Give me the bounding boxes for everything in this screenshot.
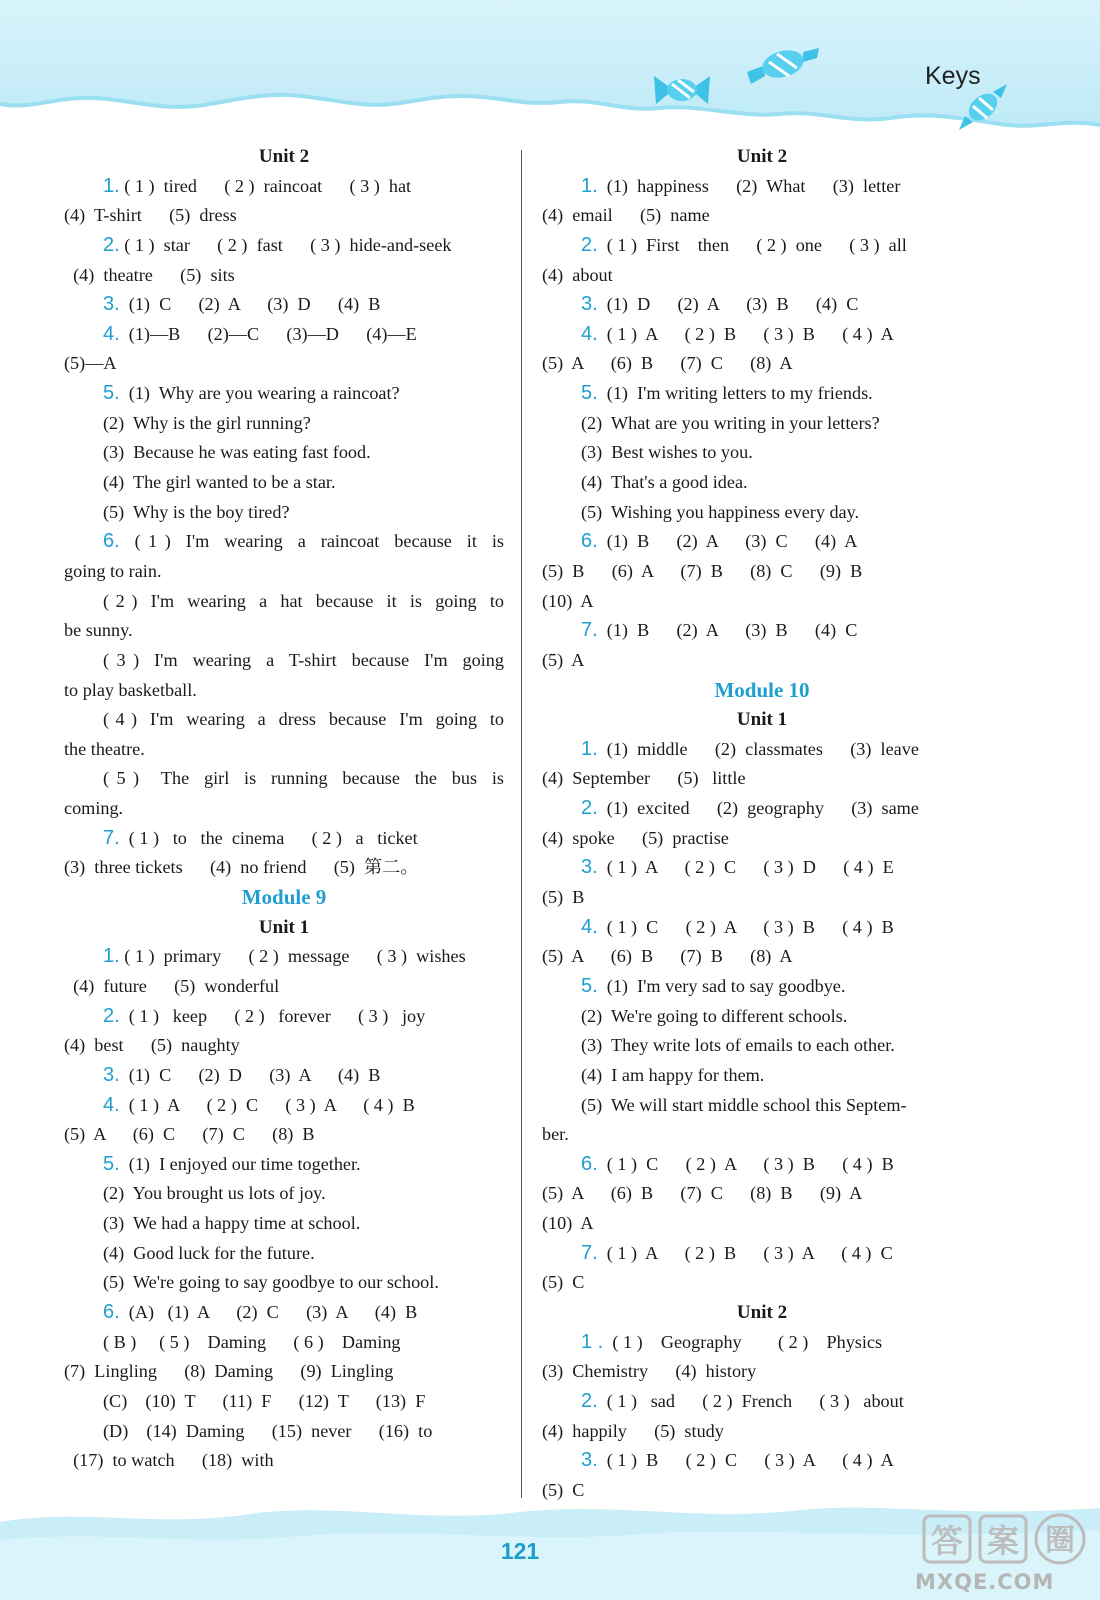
question-number: 3. xyxy=(581,1449,598,1472)
answer-line xyxy=(64,1179,504,1209)
answer-line xyxy=(64,1298,504,1328)
answer-line xyxy=(64,735,504,765)
answer-text: ( 3 ) I'm wearing a T-shirt because I'm going xyxy=(103,649,504,670)
unit-heading xyxy=(64,913,504,943)
answer-text: (A) (1) A (2) C (3) A (4) B xyxy=(119,1301,418,1322)
answer-line xyxy=(542,1357,982,1387)
answer-line xyxy=(64,1002,504,1032)
question-number: 5. xyxy=(581,974,598,997)
answer-line xyxy=(64,1120,504,1150)
answer-text: (4) Good luck for the future. xyxy=(103,1242,315,1263)
question-number: 4. xyxy=(581,915,598,938)
answer-text: (4) theatre (5) sits xyxy=(64,264,235,285)
answer-line xyxy=(542,261,982,291)
answer-text: (2) We're going to different schools. xyxy=(581,1005,848,1026)
answer-text: (5) B (6) A (7) B (8) C (9) B xyxy=(542,560,863,581)
answer-text: the theatre. xyxy=(64,738,145,759)
answer-text: ( 1 ) to the cinema ( 2 ) a ticket xyxy=(119,827,418,848)
answer-text: ( 1 ) I'm wearing a raincoat because it is xyxy=(119,531,504,552)
answer-line xyxy=(64,1091,504,1121)
watermark-logo xyxy=(920,1510,1090,1570)
unit-heading xyxy=(542,705,982,735)
module-heading xyxy=(64,883,504,913)
question-number: 6. xyxy=(103,530,120,553)
answer-text: ( 1 ) primary ( 2 ) message ( 3 ) wishes xyxy=(119,946,466,967)
right-answer-column xyxy=(542,142,982,1505)
answer-line xyxy=(542,1268,982,1298)
answer-line xyxy=(64,1417,504,1447)
answer-text: (1) happiness (2) What (3) letter xyxy=(597,175,901,196)
answer-line xyxy=(542,1031,982,1061)
answer-text: Unit 2 xyxy=(736,146,788,167)
answer-line xyxy=(542,853,982,883)
answer-text: (5) We're going to say goodbye to our school. xyxy=(103,1272,439,1293)
answer-line xyxy=(64,290,504,320)
answer-text: (2) You brought us lots of joy. xyxy=(103,1183,326,1204)
header-keys-label: Keys xyxy=(925,62,981,90)
answer-text: Unit 1 xyxy=(736,709,788,731)
answer-line xyxy=(64,1268,504,1298)
question-number: 3. xyxy=(103,1063,120,1086)
answer-text: (1) excited (2) geography (3) same xyxy=(597,798,919,819)
answer-text: ( 1 ) A ( 2 ) C ( 3 ) A ( 4 ) B xyxy=(119,1094,415,1115)
answer-text: (4) email (5) name xyxy=(542,205,710,226)
answer-text: (1) I'm very sad to say goodbye. xyxy=(597,975,846,996)
answer-line xyxy=(64,231,504,261)
answer-line xyxy=(64,1061,504,1091)
svg-text:圈: 圈 xyxy=(1045,1523,1075,1558)
answer-text: (4) That's a good idea. xyxy=(581,472,748,493)
answer-line xyxy=(542,1179,982,1209)
answer-text: Module 10 xyxy=(714,677,810,702)
question-number: 2. xyxy=(581,233,598,256)
question-number: 2. xyxy=(581,797,598,820)
answer-line xyxy=(542,824,982,854)
answer-line xyxy=(64,1446,504,1476)
answer-text: (5) A xyxy=(542,649,585,670)
candy-icon-1 xyxy=(652,72,712,108)
answer-text: (C) (10) T (11) F (12) T (13) F xyxy=(103,1390,426,1411)
answer-text: Unit 2 xyxy=(258,146,310,167)
answer-text: ( 1 ) tired ( 2 ) raincoat ( 3 ) hat xyxy=(119,175,412,196)
answer-text: (4) about xyxy=(542,264,613,285)
answer-line xyxy=(64,379,504,409)
answer-line xyxy=(542,438,982,468)
candy-icon-2 xyxy=(745,42,821,86)
answer-line xyxy=(542,794,982,824)
answer-text: (7) Lingling (8) Daming (9) Lingling xyxy=(64,1361,394,1382)
question-number: 1. xyxy=(103,945,120,968)
answer-line xyxy=(64,172,504,202)
answer-line xyxy=(64,201,504,231)
svg-text:案: 案 xyxy=(986,1522,1020,1560)
answer-line xyxy=(542,883,982,913)
question-number: 5. xyxy=(103,382,120,405)
answer-line xyxy=(542,1209,982,1239)
answer-text: coming. xyxy=(64,798,124,819)
question-number: 1. xyxy=(581,737,598,760)
answer-text: ( B ) ( 5 ) Daming ( 6 ) Daming xyxy=(103,1331,401,1352)
column-divider xyxy=(521,150,522,1498)
answer-text: ( 1 ) First then ( 2 ) one ( 3 ) all xyxy=(597,234,907,255)
unit-heading xyxy=(542,142,982,172)
answer-text: ( 2 ) I'm wearing a hat because it is going to xyxy=(103,590,504,611)
answer-text: (5) We will start middle school this Septem- xyxy=(581,1094,907,1115)
question-number: 1. xyxy=(103,174,120,197)
answer-text: ( 1 ) C ( 2 ) A ( 3 ) B ( 4 ) B xyxy=(597,1153,894,1174)
answer-text: (4) The girl wanted to be a star. xyxy=(103,472,336,493)
answer-line xyxy=(64,646,504,676)
answer-text: (5) C xyxy=(542,1272,585,1293)
answer-line xyxy=(64,527,504,557)
answer-text: be sunny. xyxy=(64,620,133,641)
answer-text: ( 4 ) I'm wearing a dress because I'm going to xyxy=(103,709,504,730)
answer-text: (2) What are you writing in your letters? xyxy=(581,412,880,433)
page-number: 121 xyxy=(500,1538,540,1564)
answer-line xyxy=(542,290,982,320)
answer-text: (1) D (2) A (3) B (4) C xyxy=(597,294,859,315)
answer-text: ( 1 ) C ( 2 ) A ( 3 ) B ( 4 ) B xyxy=(597,916,894,937)
answer-text: (4) happily (5) study xyxy=(542,1420,724,1441)
answer-text: (1) C (2) D (3) A (4) B xyxy=(119,1064,381,1085)
answer-line xyxy=(64,1357,504,1387)
answer-text: (10) A xyxy=(542,590,594,611)
question-number: 1. xyxy=(581,174,598,197)
question-number: 6. xyxy=(581,1152,598,1175)
question-number: 7. xyxy=(581,619,598,642)
question-number: 2. xyxy=(103,233,120,256)
answer-line xyxy=(542,1328,982,1358)
answer-line xyxy=(542,172,982,202)
answer-line xyxy=(542,587,982,617)
answer-line xyxy=(542,231,982,261)
answer-text: (1) C (2) A (3) D (4) B xyxy=(119,294,381,315)
answer-line xyxy=(64,587,504,617)
module-heading xyxy=(542,676,982,706)
answer-line xyxy=(64,1387,504,1417)
answer-text: (1) B (2) A (3) B (4) C xyxy=(597,620,858,641)
question-number: 6. xyxy=(103,1300,120,1323)
answer-text: (3) Chemistry (4) history xyxy=(542,1361,757,1382)
question-number: 7. xyxy=(103,826,120,849)
answer-text: (2) Why is the girl running? xyxy=(103,412,311,433)
answer-text: (10) A xyxy=(542,1213,594,1234)
answer-line xyxy=(542,1120,982,1150)
answer-text: (17) to watch (18) with xyxy=(64,1450,274,1471)
answer-text: (5) A (6) B (7) C (8) B (9) A xyxy=(542,1183,863,1204)
answer-line xyxy=(64,438,504,468)
answer-line xyxy=(64,1031,504,1061)
question-number: 4. xyxy=(103,1093,120,1116)
answer-text: (4) spoke (5) practise xyxy=(542,827,729,848)
answer-text: (1) B (2) A (3) C (4) A xyxy=(597,531,858,552)
answer-text: (4) T-shirt (5) dress xyxy=(64,205,237,226)
answer-line xyxy=(64,794,504,824)
answer-text: (4) future (5) wonderful xyxy=(64,975,280,996)
answer-text: (1) middle (2) classmates (3) leave xyxy=(597,738,919,759)
question-number: 5. xyxy=(581,382,598,405)
answer-text: (5) A (6) B (7) C (8) A xyxy=(542,353,793,374)
answer-line xyxy=(542,1061,982,1091)
answer-line xyxy=(542,1446,982,1476)
answer-line xyxy=(542,557,982,587)
answer-text: (4) I am happy for them. xyxy=(581,1064,765,1085)
watermark-url: MXQE.COM xyxy=(915,1570,1055,1594)
answer-line xyxy=(64,320,504,350)
answer-text: (4) September (5) little xyxy=(542,768,746,789)
answer-text: Unit 1 xyxy=(258,916,310,938)
answer-line xyxy=(542,320,982,350)
answer-text: (5) B xyxy=(542,887,585,908)
answer-line xyxy=(64,261,504,291)
question-number: 6. xyxy=(581,530,598,553)
answer-text: (3) They write lots of emails to each other. xyxy=(581,1035,895,1056)
answer-text: (1)—B (2)—C (3)—D (4)—E xyxy=(119,323,417,344)
unit-heading xyxy=(64,142,504,172)
answer-line xyxy=(64,409,504,439)
answer-text: (5) A (6) C (7) C (8) B xyxy=(64,1124,315,1145)
answer-line xyxy=(64,1150,504,1180)
answer-text: ( 1 ) keep ( 2 ) forever ( 3 ) joy xyxy=(119,1005,426,1026)
answer-text: ( 1 ) sad ( 2 ) French ( 3 ) about xyxy=(597,1390,904,1411)
answer-text: (5) C xyxy=(542,1479,585,1500)
answer-line xyxy=(542,972,982,1002)
question-number: 7. xyxy=(581,1241,598,1264)
answer-text: ( 1 ) A ( 2 ) B ( 3 ) B ( 4 ) A xyxy=(597,323,894,344)
answer-line xyxy=(542,913,982,943)
answer-line xyxy=(542,735,982,765)
answer-text: ( 1 ) star ( 2 ) fast ( 3 ) hide-and-seek xyxy=(119,234,452,255)
question-number: 4. xyxy=(581,322,598,345)
answer-text: Module 9 xyxy=(241,885,327,910)
answer-line xyxy=(542,527,982,557)
unit-heading xyxy=(542,1298,982,1328)
answer-text: (1) I enjoyed our time together. xyxy=(119,1153,361,1174)
answer-line xyxy=(542,764,982,794)
answer-text: (3) three tickets (4) no friend (5) 第二。 xyxy=(64,857,419,878)
left-answer-column xyxy=(64,142,504,1476)
answer-text: (3) Best wishes to you. xyxy=(581,442,753,463)
answer-line xyxy=(64,557,504,587)
answer-text: ber. xyxy=(542,1124,569,1145)
question-number: 2. xyxy=(581,1389,598,1412)
answer-text: (1) Why are you wearing a raincoat? xyxy=(119,383,400,404)
question-number: 1 . xyxy=(581,1330,604,1353)
answer-line xyxy=(542,1417,982,1447)
answer-line xyxy=(64,468,504,498)
question-number: 3. xyxy=(103,293,120,316)
answer-line xyxy=(542,1091,982,1121)
answer-line xyxy=(64,1209,504,1239)
svg-text:答: 答 xyxy=(930,1522,964,1560)
answer-line xyxy=(542,379,982,409)
answer-line xyxy=(64,824,504,854)
question-number: 3. xyxy=(581,856,598,879)
answer-text: ( 5 ) The girl is running because the bus is xyxy=(103,768,504,789)
answer-line xyxy=(542,942,982,972)
answer-line xyxy=(542,1002,982,1032)
answer-text: (3) We had a happy time at school. xyxy=(103,1213,361,1234)
answer-line xyxy=(64,1239,504,1269)
answer-line xyxy=(542,468,982,498)
answer-line xyxy=(542,498,982,528)
answer-line xyxy=(542,646,982,676)
question-number: 3. xyxy=(581,293,598,316)
answer-text: going to rain. xyxy=(64,560,162,581)
answer-text: ( 1 ) A ( 2 ) B ( 3 ) A ( 4 ) C xyxy=(597,1242,893,1263)
answer-line xyxy=(64,349,504,379)
answer-line xyxy=(542,409,982,439)
answer-text: (3) Because he was eating fast food. xyxy=(103,442,371,463)
answer-text: (4) best (5) naughty xyxy=(64,1035,240,1056)
answer-line xyxy=(542,349,982,379)
answer-text: to play basketball. xyxy=(64,679,197,700)
answer-text: (5) A (6) B (7) B (8) A xyxy=(542,946,793,967)
answer-line xyxy=(64,498,504,528)
answer-line xyxy=(64,616,504,646)
answer-line xyxy=(64,972,504,1002)
answer-line xyxy=(64,1328,504,1358)
answer-text: (5)—A xyxy=(64,353,117,374)
answer-text: (5) Wishing you happiness every day. xyxy=(581,501,860,522)
answer-line xyxy=(64,764,504,794)
answer-line xyxy=(64,705,504,735)
answer-line xyxy=(64,676,504,706)
answer-line xyxy=(542,1387,982,1417)
answer-line xyxy=(542,616,982,646)
answer-line xyxy=(64,853,504,883)
answer-text: (D) (14) Daming (15) never (16) to xyxy=(103,1420,433,1441)
answer-line xyxy=(542,201,982,231)
answer-text: (5) Why is the boy tired? xyxy=(103,501,290,522)
answer-text: ( 1 ) A ( 2 ) C ( 3 ) D ( 4 ) E xyxy=(597,857,894,878)
question-number: 5. xyxy=(103,1152,120,1175)
question-number: 4. xyxy=(103,322,120,345)
answer-text: ( 1 ) B ( 2 ) C ( 3 ) A ( 4 ) A xyxy=(597,1450,894,1471)
answer-text: ( 1 ) Geography ( 2 ) Physics xyxy=(603,1331,883,1352)
answer-text: Unit 2 xyxy=(736,1301,788,1323)
answer-text: (1) I'm writing letters to my friends. xyxy=(597,383,873,404)
answer-line xyxy=(542,1150,982,1180)
answer-line xyxy=(542,1239,982,1269)
answer-line xyxy=(64,942,504,972)
question-number: 2. xyxy=(103,1004,120,1027)
